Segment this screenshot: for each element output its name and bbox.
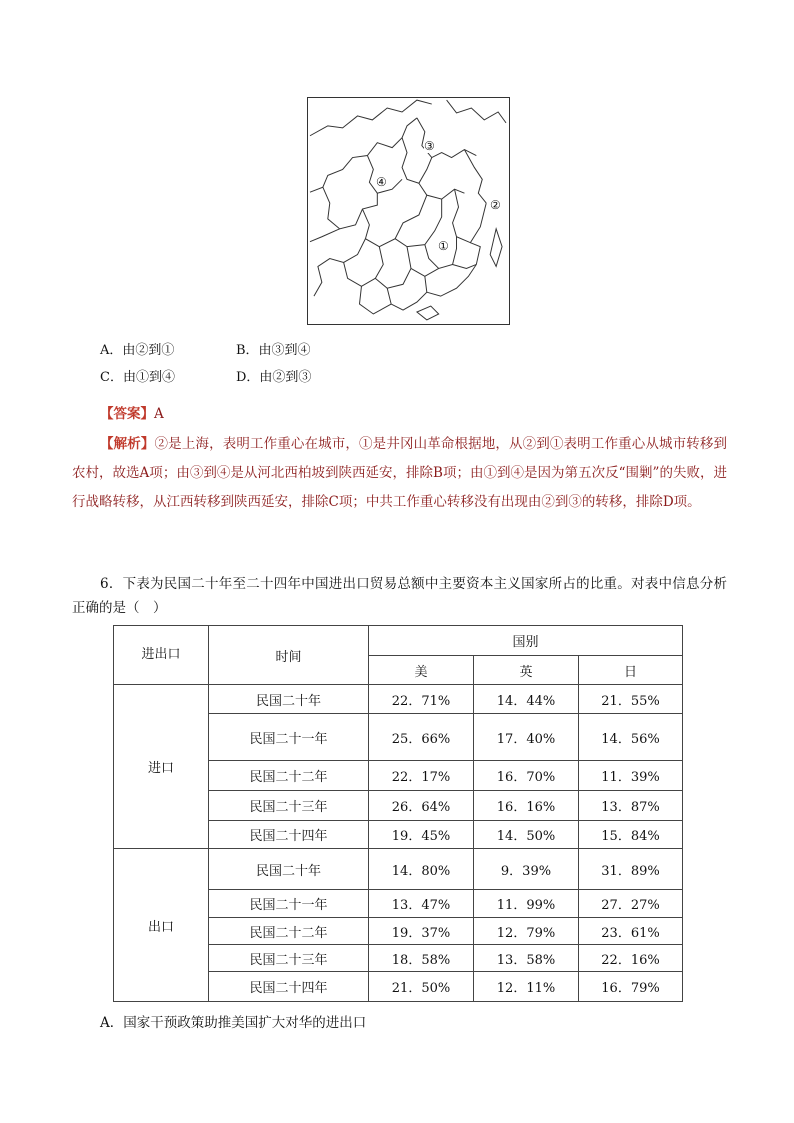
table-cell-year: 民国二十四年: [209, 821, 369, 849]
table-cell-uk: 12．79%: [474, 918, 579, 945]
table-cell-jp: 16．79%: [579, 972, 683, 1002]
option-b: B．由③到④: [236, 343, 311, 358]
table-cell-uk: 12．11%: [474, 972, 579, 1002]
table-cell-year: 民国二十一年: [209, 714, 369, 761]
answer-value: A: [154, 406, 164, 422]
table-cell-jp: 31．89%: [579, 849, 683, 890]
map-label-4: ④: [376, 175, 387, 189]
option-a: A．由②到①: [100, 343, 175, 358]
table-cell-us: 18．58%: [369, 945, 474, 972]
analysis-label: 【解析】: [100, 436, 155, 452]
header-country: 国别: [369, 626, 683, 656]
table-cell-jp: 13．87%: [579, 791, 683, 821]
map-label-3: ③: [424, 139, 435, 153]
table-cell-year: 民国二十二年: [209, 918, 369, 945]
table-cell-jp: 21．55%: [579, 685, 683, 714]
table-cell-jp: 22．16%: [579, 945, 683, 972]
table-cell-uk: 16．70%: [474, 761, 579, 791]
option-d: D．由②到③: [236, 370, 312, 385]
question-6-option-a: A．国家干预政策助推美国扩大对华的进出口: [100, 1015, 367, 1031]
table-cell-year: 民国二十年: [209, 849, 369, 890]
table-cell-us: 21．50%: [369, 972, 474, 1002]
table-cell-us: 25．66%: [369, 714, 474, 761]
import-label: 进口: [114, 685, 209, 849]
china-map: [307, 97, 510, 325]
option-c: C．由①到④: [100, 370, 175, 385]
answer-line: [100, 402, 164, 422]
map-drawing: [308, 98, 509, 324]
table-cell-jp: 11．39%: [579, 761, 683, 791]
table-cell-uk: 13．58%: [474, 945, 579, 972]
map-label-2: ②: [490, 198, 501, 212]
table-cell-jp: 23．61%: [579, 918, 683, 945]
table-cell-uk: 17．40%: [474, 714, 579, 761]
header-jp: 日: [579, 656, 683, 685]
analysis-paragraph: [72, 430, 727, 517]
table-cell-year: 民国二十四年: [209, 972, 369, 1002]
table-cell-jp: 15．84%: [579, 821, 683, 849]
header-uk: 英: [474, 656, 579, 685]
table-cell-jp: 14．56%: [579, 714, 683, 761]
table-cell-us: 26．64%: [369, 791, 474, 821]
table-cell-jp: 27．27%: [579, 890, 683, 918]
table-cell-year: 民国二十年: [209, 685, 369, 714]
table-cell-year: 民国二十二年: [209, 761, 369, 791]
header-us: 美: [369, 656, 474, 685]
table-cell-uk: 16．16%: [474, 791, 579, 821]
table-cell-uk: 14．44%: [474, 685, 579, 714]
table-cell-us: 19．45%: [369, 821, 474, 849]
answer-label: 【答案】: [100, 406, 154, 422]
table-cell-year: 民国二十一年: [209, 890, 369, 918]
table-row: [114, 849, 683, 890]
table-cell-us: 22．17%: [369, 761, 474, 791]
trade-share-table: [113, 625, 683, 1002]
question-6: 6．下表为民国二十年至二十四年中国进出口贸易总额中主要资本主义国家所占的比重。对表中信息分析正确的是（ ）: [72, 576, 727, 616]
export-label: 出口: [114, 849, 209, 1002]
table-cell-us: 14．80%: [369, 849, 474, 890]
header-type: 进出口: [114, 626, 209, 685]
map-label-1: ①: [438, 239, 449, 253]
table-cell-uk: 9．39%: [474, 849, 579, 890]
table-cell-us: 22．71%: [369, 685, 474, 714]
table-cell-uk: 11．99%: [474, 890, 579, 918]
table-cell-uk: 14．50%: [474, 821, 579, 849]
analysis-text: ②是上海，表明工作重心在城市，①是井冈山革命根据地，从②到①表明工作重心从城市转移到农村，故选A项；由③到④是从河北西柏坡到陕西延安，排除B项；由①到④是因为第五次反“围剿”的失败，进行战略转移，从江西转移到陕西延安，排除C项；中共工作重心转移没有出现由②到③的转移，排除D项。: [72, 436, 728, 510]
header-time: 时间: [209, 626, 369, 685]
table-row: [114, 685, 683, 714]
table-cell-us: 19．37%: [369, 918, 474, 945]
table-cell-year: 民国二十三年: [209, 791, 369, 821]
table-cell-year: 民国二十三年: [209, 945, 369, 972]
table-cell-us: 13．47%: [369, 890, 474, 918]
